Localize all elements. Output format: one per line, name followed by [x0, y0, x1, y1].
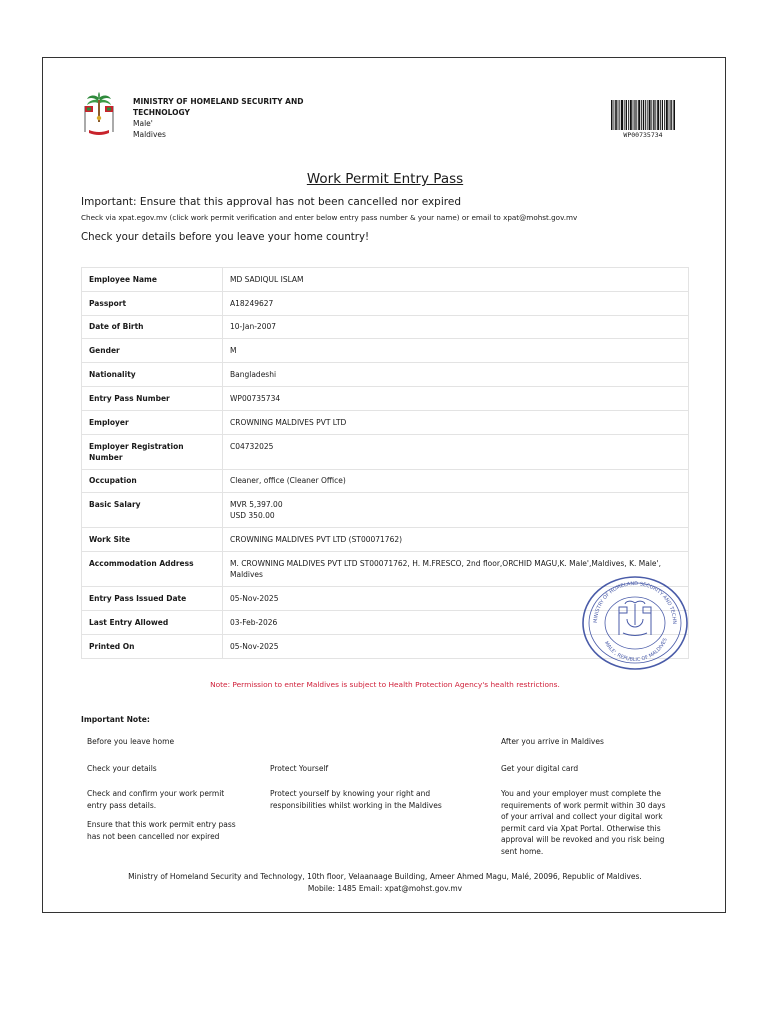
row-label: Employer: [82, 410, 223, 434]
protect-text-line2: responsibilities whilst working in the Maldives: [270, 800, 442, 810]
important-note-heading: Important Note:: [81, 715, 150, 724]
row-label: Nationality: [82, 363, 223, 387]
row-label: Last Entry Allowed: [82, 610, 223, 634]
address-line1: M. CROWNING MALDIVES PVT LTD ST00071762, H. M.FRESCO, 2nd floor,ORCHID MAGU,K. Male',Maldives, K. Male',: [230, 559, 661, 569]
row-value: 10-Jan-2007: [223, 315, 689, 339]
stamp-bottom-text: MALE', REPUBLIC OF MALDIVES: [602, 637, 669, 664]
after-heading: After you arrive in Maldives: [501, 737, 604, 746]
row-label: Basic Salary: [82, 493, 223, 528]
table-row: [82, 386, 689, 410]
check-text-2-line1: Ensure that this work permit entry pass: [87, 820, 236, 829]
table-row: [82, 434, 689, 469]
verification-instructions: Check via xpat.egov.mv (click work permit verification and enter below entry pass number & your name) or email to xpat@mohst.gov.mv: [81, 213, 578, 222]
row-value: Cleaner, office (Cleaner Office): [223, 469, 689, 493]
row-value: 05-Nov-2025: [223, 587, 689, 611]
row-label: Passport: [82, 291, 223, 315]
ministry-header: [133, 96, 303, 140]
row-value: CROWNING MALDIVES PVT LTD (ST00071762): [223, 528, 689, 552]
card-text-line3: of your arrival and collect your digital work: [501, 812, 663, 821]
protect-title: Protect Yourself: [270, 764, 329, 773]
row-label: Date of Birth: [82, 315, 223, 339]
check-text-1-line2: entry pass details.: [87, 800, 157, 810]
health-restriction-note: Note: Permission to enter Maldives is subject to Health Protection Agency's health restrictions.: [210, 680, 560, 689]
table-row: [82, 493, 689, 528]
address-line2: Maldives: [230, 570, 263, 580]
before-heading: Before you leave home: [87, 737, 175, 746]
table-row: [82, 410, 689, 434]
row-value: A18249627: [223, 291, 689, 315]
barcode-icon: [611, 100, 675, 130]
card-title: Get your digital card: [501, 764, 579, 773]
official-stamp-icon: [579, 573, 691, 673]
row-label: Entry Pass Number: [82, 386, 223, 410]
svg-text:MINISTRY OF HOMELAND SECURITY: [579, 573, 677, 624]
card-text-line6: sent home.: [501, 846, 544, 856]
row-label: Occupation: [82, 469, 223, 493]
row-value: [223, 493, 689, 528]
ministry-city: Male': [133, 119, 153, 128]
footer: [43, 871, 727, 894]
card-text-line2: requirements of work permit within 30 days: [501, 800, 666, 810]
protect-text: [270, 788, 442, 811]
stamp-top-text: MINISTRY OF HOMELAND SECURITY AND TECHN: [592, 580, 678, 625]
row-value: 03-Feb-2026: [223, 610, 689, 634]
entry-pass-document: [42, 57, 726, 913]
card-text-line5: approval will be revoked and you risk being: [501, 835, 665, 844]
ministry-name-line1: MINISTRY OF HOMELAND SECURITY AND: [133, 97, 304, 106]
salary-usd: USD 350.00: [230, 511, 275, 521]
footer-contact: Mobile: 1485 Email: xpat@mohst.gov.mv: [307, 883, 463, 893]
row-label: Employee Name: [82, 268, 223, 292]
card-text-line4: permit card via Xpat Portal. Otherwise this: [501, 823, 661, 833]
row-label: Entry Pass Issued Date: [82, 587, 223, 611]
salary-mvr: MVR 5,397.00: [230, 500, 283, 510]
row-value: WP00735734: [223, 386, 689, 410]
check-text-2: [87, 819, 236, 842]
ministry-name-line2: TECHNOLOGY: [133, 108, 190, 117]
footer-address: Ministry of Homeland Security and Technology, 10th floor, Velaanaage Building, Ameer Ahmed Magu, Malé, 20096, Republic of Maldives.: [128, 872, 642, 881]
row-value: C04732025: [223, 434, 689, 469]
row-label: Printed On: [82, 634, 223, 658]
card-text: [501, 788, 666, 857]
ministry-country: Maldives: [133, 130, 166, 139]
table-row: [82, 469, 689, 493]
svg-text:MALE', REPUBLIC OF MALDIVES: [603, 637, 669, 663]
row-value: 05-Nov-2025: [223, 634, 689, 658]
check-text-1: [87, 788, 224, 811]
row-value: MD SADIQUL ISLAM: [223, 268, 689, 292]
table-row: [82, 315, 689, 339]
table-row: [82, 268, 689, 292]
row-label: Employer Registration Number: [82, 434, 223, 469]
check-title: Check your details: [87, 764, 157, 773]
card-text-line1: You and your employer must complete the: [501, 789, 661, 798]
important-warning: Important: Ensure that this approval has not been cancelled nor expired: [81, 196, 461, 208]
row-label: Gender: [82, 339, 223, 363]
document-title: Work Permit Entry Pass: [306, 171, 464, 187]
barcode-number: WP00735734: [623, 131, 663, 139]
row-value: CROWNING MALDIVES PVT LTD: [223, 410, 689, 434]
table-row: [82, 363, 689, 387]
row-label: Work Site: [82, 528, 223, 552]
check-text-1-line1: Check and confirm your work permit: [87, 789, 225, 798]
row-value: M: [223, 339, 689, 363]
check-text-2-line2: has not been cancelled nor expired: [87, 831, 220, 841]
table-row: [82, 339, 689, 363]
row-label: Accommodation Address: [82, 552, 223, 587]
row-value: Bangladeshi: [223, 363, 689, 387]
table-row: [82, 528, 689, 552]
maldives-emblem-icon: [79, 92, 119, 138]
table-row: [82, 291, 689, 315]
check-details-reminder: Check your details before you leave your home country!: [81, 232, 370, 243]
protect-text-line1: Protect yourself by knowing your right and: [270, 789, 431, 798]
